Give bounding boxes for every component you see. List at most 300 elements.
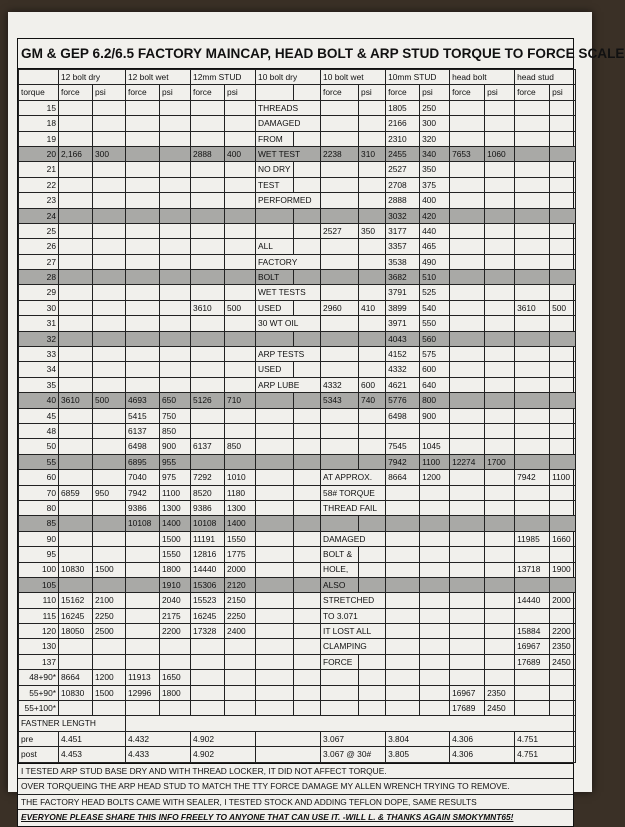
value-cell <box>294 593 321 608</box>
value-cell <box>126 285 160 300</box>
value-cell <box>515 608 550 623</box>
value-cell <box>93 408 126 423</box>
value-cell <box>515 239 550 254</box>
value-cell <box>359 439 386 454</box>
value-cell <box>485 300 515 315</box>
value-cell: 7040 <box>126 470 160 485</box>
value-cell <box>515 146 550 161</box>
value-cell <box>93 331 126 346</box>
torque-cell: 31 <box>19 316 59 331</box>
value-cell: 4332 <box>386 362 420 377</box>
value-cell: 1650 <box>160 670 191 685</box>
value-cell: 500 <box>93 393 126 408</box>
torque-cell: 30 <box>19 300 59 315</box>
torque-cell: 48+90* <box>19 670 59 685</box>
value-cell <box>93 208 126 223</box>
value-cell <box>294 470 321 485</box>
value-cell: 340 <box>420 146 450 161</box>
value-cell <box>321 347 359 362</box>
value-cell: FORCE <box>321 654 359 669</box>
value-cell <box>420 593 450 608</box>
value-cell <box>93 701 126 716</box>
value-cell <box>359 316 386 331</box>
note-cell: THREAD FAIL <box>321 500 386 515</box>
value-cell: 510 <box>420 270 450 285</box>
value-cell <box>450 439 485 454</box>
value-cell <box>294 701 321 716</box>
value-cell <box>485 193 515 208</box>
value-cell <box>420 516 450 531</box>
value-cell <box>59 193 93 208</box>
value-cell <box>386 423 420 438</box>
value-cell <box>450 516 485 531</box>
value-cell <box>294 270 321 285</box>
fastener-length-value: 3.067 @ 30# <box>321 747 386 762</box>
table-row <box>19 177 576 192</box>
torque-cell: 27 <box>19 254 59 269</box>
torque-cell: 130 <box>19 639 59 654</box>
value-cell <box>256 608 294 623</box>
value-cell <box>515 701 550 716</box>
value-cell <box>59 254 93 269</box>
value-cell <box>550 362 576 377</box>
value-cell <box>450 500 485 515</box>
value-cell <box>550 162 576 177</box>
table-body <box>19 100 576 716</box>
value-cell <box>386 500 420 515</box>
value-cell <box>294 577 321 592</box>
table-row <box>19 316 576 331</box>
value-cell <box>359 562 386 577</box>
fastener-length-value: 4.902 <box>191 747 256 762</box>
value-cell: 8664 <box>59 670 93 685</box>
value-cell <box>321 516 359 531</box>
value-cell <box>256 624 294 639</box>
value-cell: 1900 <box>550 562 576 577</box>
value-cell <box>225 223 256 238</box>
value-cell <box>550 146 576 161</box>
value-cell <box>59 577 93 592</box>
value-cell <box>515 577 550 592</box>
value-cell <box>321 116 359 131</box>
table-row <box>19 516 576 531</box>
value-cell <box>550 270 576 285</box>
value-cell <box>515 270 550 285</box>
value-cell <box>550 516 576 531</box>
group-header-head-stud: head stud <box>515 70 576 85</box>
value-cell <box>550 285 576 300</box>
value-cell <box>59 377 93 392</box>
value-cell: 375 <box>420 177 450 192</box>
value-cell <box>191 347 225 362</box>
table-row <box>19 593 576 608</box>
value-cell <box>126 639 160 654</box>
torque-cell: 33 <box>19 347 59 362</box>
value-cell <box>450 393 485 408</box>
value-cell <box>550 670 576 685</box>
value-cell <box>485 177 515 192</box>
fastener-length-value: 4.751 <box>515 731 576 746</box>
value-cell <box>386 531 420 546</box>
value-cell: 2310 <box>386 131 420 146</box>
value-cell: 465 <box>420 239 450 254</box>
value-cell <box>225 162 256 177</box>
value-cell: 1060 <box>485 146 515 161</box>
value-cell <box>126 547 160 562</box>
value-cell <box>450 270 485 285</box>
value-cell: 2175 <box>160 608 191 623</box>
value-cell <box>294 408 321 423</box>
value-cell <box>191 131 225 146</box>
value-cell <box>256 470 294 485</box>
value-cell: BOLT & <box>321 547 359 562</box>
value-cell <box>550 500 576 515</box>
value-cell <box>359 193 386 208</box>
value-cell <box>256 516 294 531</box>
value-cell <box>321 701 359 716</box>
table-row <box>19 547 576 562</box>
table-row <box>19 701 576 716</box>
value-cell <box>225 654 256 669</box>
value-cell <box>294 454 321 469</box>
value-cell <box>59 162 93 177</box>
value-cell: 15162 <box>59 593 93 608</box>
value-cell <box>160 193 191 208</box>
value-cell <box>485 100 515 115</box>
value-cell <box>59 362 93 377</box>
value-cell: 6498 <box>126 439 160 454</box>
table-row <box>19 639 576 654</box>
value-cell: 955 <box>160 454 191 469</box>
note-cell: PERFORMED <box>256 193 321 208</box>
value-cell <box>256 408 294 423</box>
value-cell <box>359 331 386 346</box>
note-cell: ARP LUBE <box>256 377 321 392</box>
value-cell <box>485 285 515 300</box>
value-cell: 2450 <box>485 701 515 716</box>
value-cell: 1775 <box>225 547 256 562</box>
value-cell <box>321 285 359 300</box>
value-cell <box>126 562 160 577</box>
value-cell <box>321 131 359 146</box>
value-cell <box>515 485 550 500</box>
table-row <box>19 377 576 392</box>
value-cell <box>59 223 93 238</box>
value-cell <box>515 454 550 469</box>
value-cell <box>550 116 576 131</box>
torque-force-table <box>18 69 576 763</box>
value-cell <box>93 639 126 654</box>
value-cell <box>420 547 450 562</box>
torque-column-header: torque <box>19 85 59 100</box>
value-cell <box>386 685 420 700</box>
value-cell <box>294 177 321 192</box>
value-cell <box>359 408 386 423</box>
note-cell: FACTORY <box>256 254 321 269</box>
value-cell <box>359 208 386 223</box>
value-cell <box>59 701 93 716</box>
value-cell: 4043 <box>386 331 420 346</box>
value-cell <box>450 239 485 254</box>
value-cell <box>515 254 550 269</box>
value-cell: 2200 <box>160 624 191 639</box>
value-cell <box>359 547 386 562</box>
table-row <box>19 223 576 238</box>
note-arp-thread-locker: I TESTED ARP STUD BASE DRY AND WITH THREAD LOCKER, IT DID NOT AFFECT TORQUE. <box>18 764 573 780</box>
fastener-length-value: 4.902 <box>191 731 256 746</box>
value-cell <box>515 685 550 700</box>
value-cell <box>550 393 576 408</box>
value-cell <box>93 316 126 331</box>
value-cell <box>191 177 225 192</box>
value-cell: 1400 <box>225 516 256 531</box>
value-cell <box>160 131 191 146</box>
value-cell <box>550 100 576 115</box>
value-cell: 1100 <box>160 485 191 500</box>
value-cell <box>450 285 485 300</box>
value-cell <box>225 116 256 131</box>
table-row <box>19 254 576 269</box>
value-cell: 300 <box>93 146 126 161</box>
value-cell: 7942 <box>126 485 160 500</box>
notes-section <box>18 763 573 826</box>
value-cell <box>294 362 321 377</box>
value-cell <box>450 547 485 562</box>
torque-cell: 35 <box>19 377 59 392</box>
value-cell <box>294 516 321 531</box>
value-cell <box>256 531 294 546</box>
value-cell: 350 <box>420 162 450 177</box>
value-cell <box>359 654 386 669</box>
value-cell <box>515 377 550 392</box>
value-cell <box>256 639 294 654</box>
torque-cell: 115 <box>19 608 59 623</box>
value-cell <box>485 654 515 669</box>
value-cell <box>386 639 420 654</box>
value-cell: 1800 <box>160 685 191 700</box>
value-cell <box>485 316 515 331</box>
value-cell <box>485 408 515 423</box>
value-cell <box>485 223 515 238</box>
value-cell <box>359 362 386 377</box>
value-cell <box>550 177 576 192</box>
value-cell <box>550 208 576 223</box>
table-row <box>19 624 576 639</box>
value-cell <box>93 177 126 192</box>
table-row <box>19 500 576 515</box>
value-cell: 3538 <box>386 254 420 269</box>
fastener-length-value: 4.751 <box>515 747 576 762</box>
value-cell <box>359 285 386 300</box>
value-cell: 600 <box>359 377 386 392</box>
value-cell <box>191 685 225 700</box>
value-cell <box>126 316 160 331</box>
value-cell <box>485 593 515 608</box>
value-cell: 12274 <box>450 454 485 469</box>
value-cell: 6859 <box>59 485 93 500</box>
value-cell: 6137 <box>191 439 225 454</box>
value-cell <box>256 562 294 577</box>
value-cell <box>294 162 321 177</box>
value-cell: FROM <box>256 131 294 146</box>
torque-cell: 20 <box>19 146 59 161</box>
value-cell <box>485 639 515 654</box>
value-cell: 1805 <box>386 100 420 115</box>
torque-cell: 120 <box>19 624 59 639</box>
value-cell <box>256 500 294 515</box>
value-cell <box>93 285 126 300</box>
value-cell <box>191 670 225 685</box>
value-cell <box>256 577 294 592</box>
table-row <box>19 331 576 346</box>
value-cell <box>550 685 576 700</box>
value-cell: 575 <box>420 347 450 362</box>
value-cell <box>191 639 225 654</box>
group-header-10-bolt-wet: 10 bolt wet <box>321 70 386 85</box>
sub-header-row <box>19 85 576 100</box>
value-cell <box>550 254 576 269</box>
value-cell <box>93 362 126 377</box>
value-cell <box>294 500 321 515</box>
value-cell: 2250 <box>225 608 256 623</box>
value-cell <box>126 577 160 592</box>
note-cell: STRETCHED <box>321 593 386 608</box>
value-cell <box>126 270 160 285</box>
value-cell <box>515 408 550 423</box>
value-cell <box>294 223 321 238</box>
value-cell <box>294 608 321 623</box>
value-cell <box>359 670 386 685</box>
group-header-10-bolt-dry: 10 bolt dry <box>256 70 321 85</box>
value-cell: 6498 <box>386 408 420 423</box>
torque-chart-document <box>17 38 625 827</box>
group-header-12mm-stud: 12mm STUD <box>191 70 256 85</box>
value-cell: 1200 <box>93 670 126 685</box>
value-cell <box>126 177 160 192</box>
value-cell <box>59 239 93 254</box>
value-cell <box>321 423 359 438</box>
value-cell <box>59 316 93 331</box>
value-cell <box>160 270 191 285</box>
value-cell <box>321 177 359 192</box>
value-cell <box>59 500 93 515</box>
torque-cell: 55 <box>19 454 59 469</box>
value-cell: HOLE, <box>321 562 359 577</box>
torque-cell: 23 <box>19 193 59 208</box>
fastener-length-value: 4.306 <box>450 747 515 762</box>
value-cell <box>450 377 485 392</box>
value-cell <box>294 654 321 669</box>
value-cell <box>59 639 93 654</box>
value-cell <box>420 423 450 438</box>
torque-cell: 105 <box>19 577 59 592</box>
table-row <box>19 193 576 208</box>
value-cell <box>225 316 256 331</box>
value-cell <box>321 162 359 177</box>
value-cell <box>225 208 256 223</box>
torque-cell: 100 <box>19 562 59 577</box>
value-cell <box>515 100 550 115</box>
value-cell: 1500 <box>93 562 126 577</box>
value-cell: 740 <box>359 393 386 408</box>
value-cell: NO DRY <box>256 162 294 177</box>
value-cell <box>256 393 294 408</box>
value-cell <box>485 500 515 515</box>
table-row <box>19 208 576 223</box>
value-cell: 5415 <box>126 408 160 423</box>
torque-cell: 26 <box>19 239 59 254</box>
value-cell: 14440 <box>515 593 550 608</box>
value-cell <box>485 439 515 454</box>
fastener-length-value <box>256 747 321 762</box>
value-cell <box>450 654 485 669</box>
value-cell <box>485 347 515 362</box>
torque-cell: 85 <box>19 516 59 531</box>
value-cell <box>485 362 515 377</box>
value-cell <box>450 316 485 331</box>
value-cell <box>515 223 550 238</box>
value-cell <box>321 193 359 208</box>
value-cell: 400 <box>420 193 450 208</box>
value-cell <box>59 208 93 223</box>
value-cell <box>450 177 485 192</box>
value-cell <box>256 685 294 700</box>
value-cell <box>225 670 256 685</box>
value-cell <box>160 177 191 192</box>
value-cell <box>485 208 515 223</box>
value-cell: 9386 <box>126 500 160 515</box>
note-cell: DAMAGED <box>256 116 321 131</box>
value-cell <box>225 377 256 392</box>
value-cell <box>225 454 256 469</box>
value-cell: 3610 <box>191 300 225 315</box>
value-cell <box>515 439 550 454</box>
value-cell <box>294 423 321 438</box>
fastener-length-row <box>19 747 576 762</box>
value-cell <box>515 177 550 192</box>
value-cell <box>126 162 160 177</box>
value-cell <box>256 439 294 454</box>
value-cell <box>126 100 160 115</box>
value-cell <box>191 408 225 423</box>
value-cell <box>126 362 160 377</box>
value-cell <box>294 485 321 500</box>
value-cell <box>515 423 550 438</box>
value-cell: 500 <box>550 300 576 315</box>
value-cell <box>225 423 256 438</box>
table-row <box>19 362 576 377</box>
value-cell <box>59 470 93 485</box>
value-cell: 1500 <box>93 685 126 700</box>
value-cell <box>550 377 576 392</box>
value-cell <box>59 654 93 669</box>
value-cell <box>256 670 294 685</box>
torque-cell: 22 <box>19 177 59 192</box>
value-cell <box>160 239 191 254</box>
value-cell: 8520 <box>191 485 225 500</box>
note-cell: 58# TORQUE <box>321 485 386 500</box>
value-cell <box>321 439 359 454</box>
torque-cell: 137 <box>19 654 59 669</box>
value-cell <box>191 162 225 177</box>
value-cell: 12816 <box>191 547 225 562</box>
value-cell <box>59 408 93 423</box>
value-cell <box>93 547 126 562</box>
value-cell <box>359 701 386 716</box>
value-cell <box>256 547 294 562</box>
document-title: GM & GEP 6.2/6.5 FACTORY MAINCAP, HEAD BOLT & ARP STUD TORQUE TO FORCE SCALE <box>18 39 573 69</box>
value-cell <box>225 100 256 115</box>
